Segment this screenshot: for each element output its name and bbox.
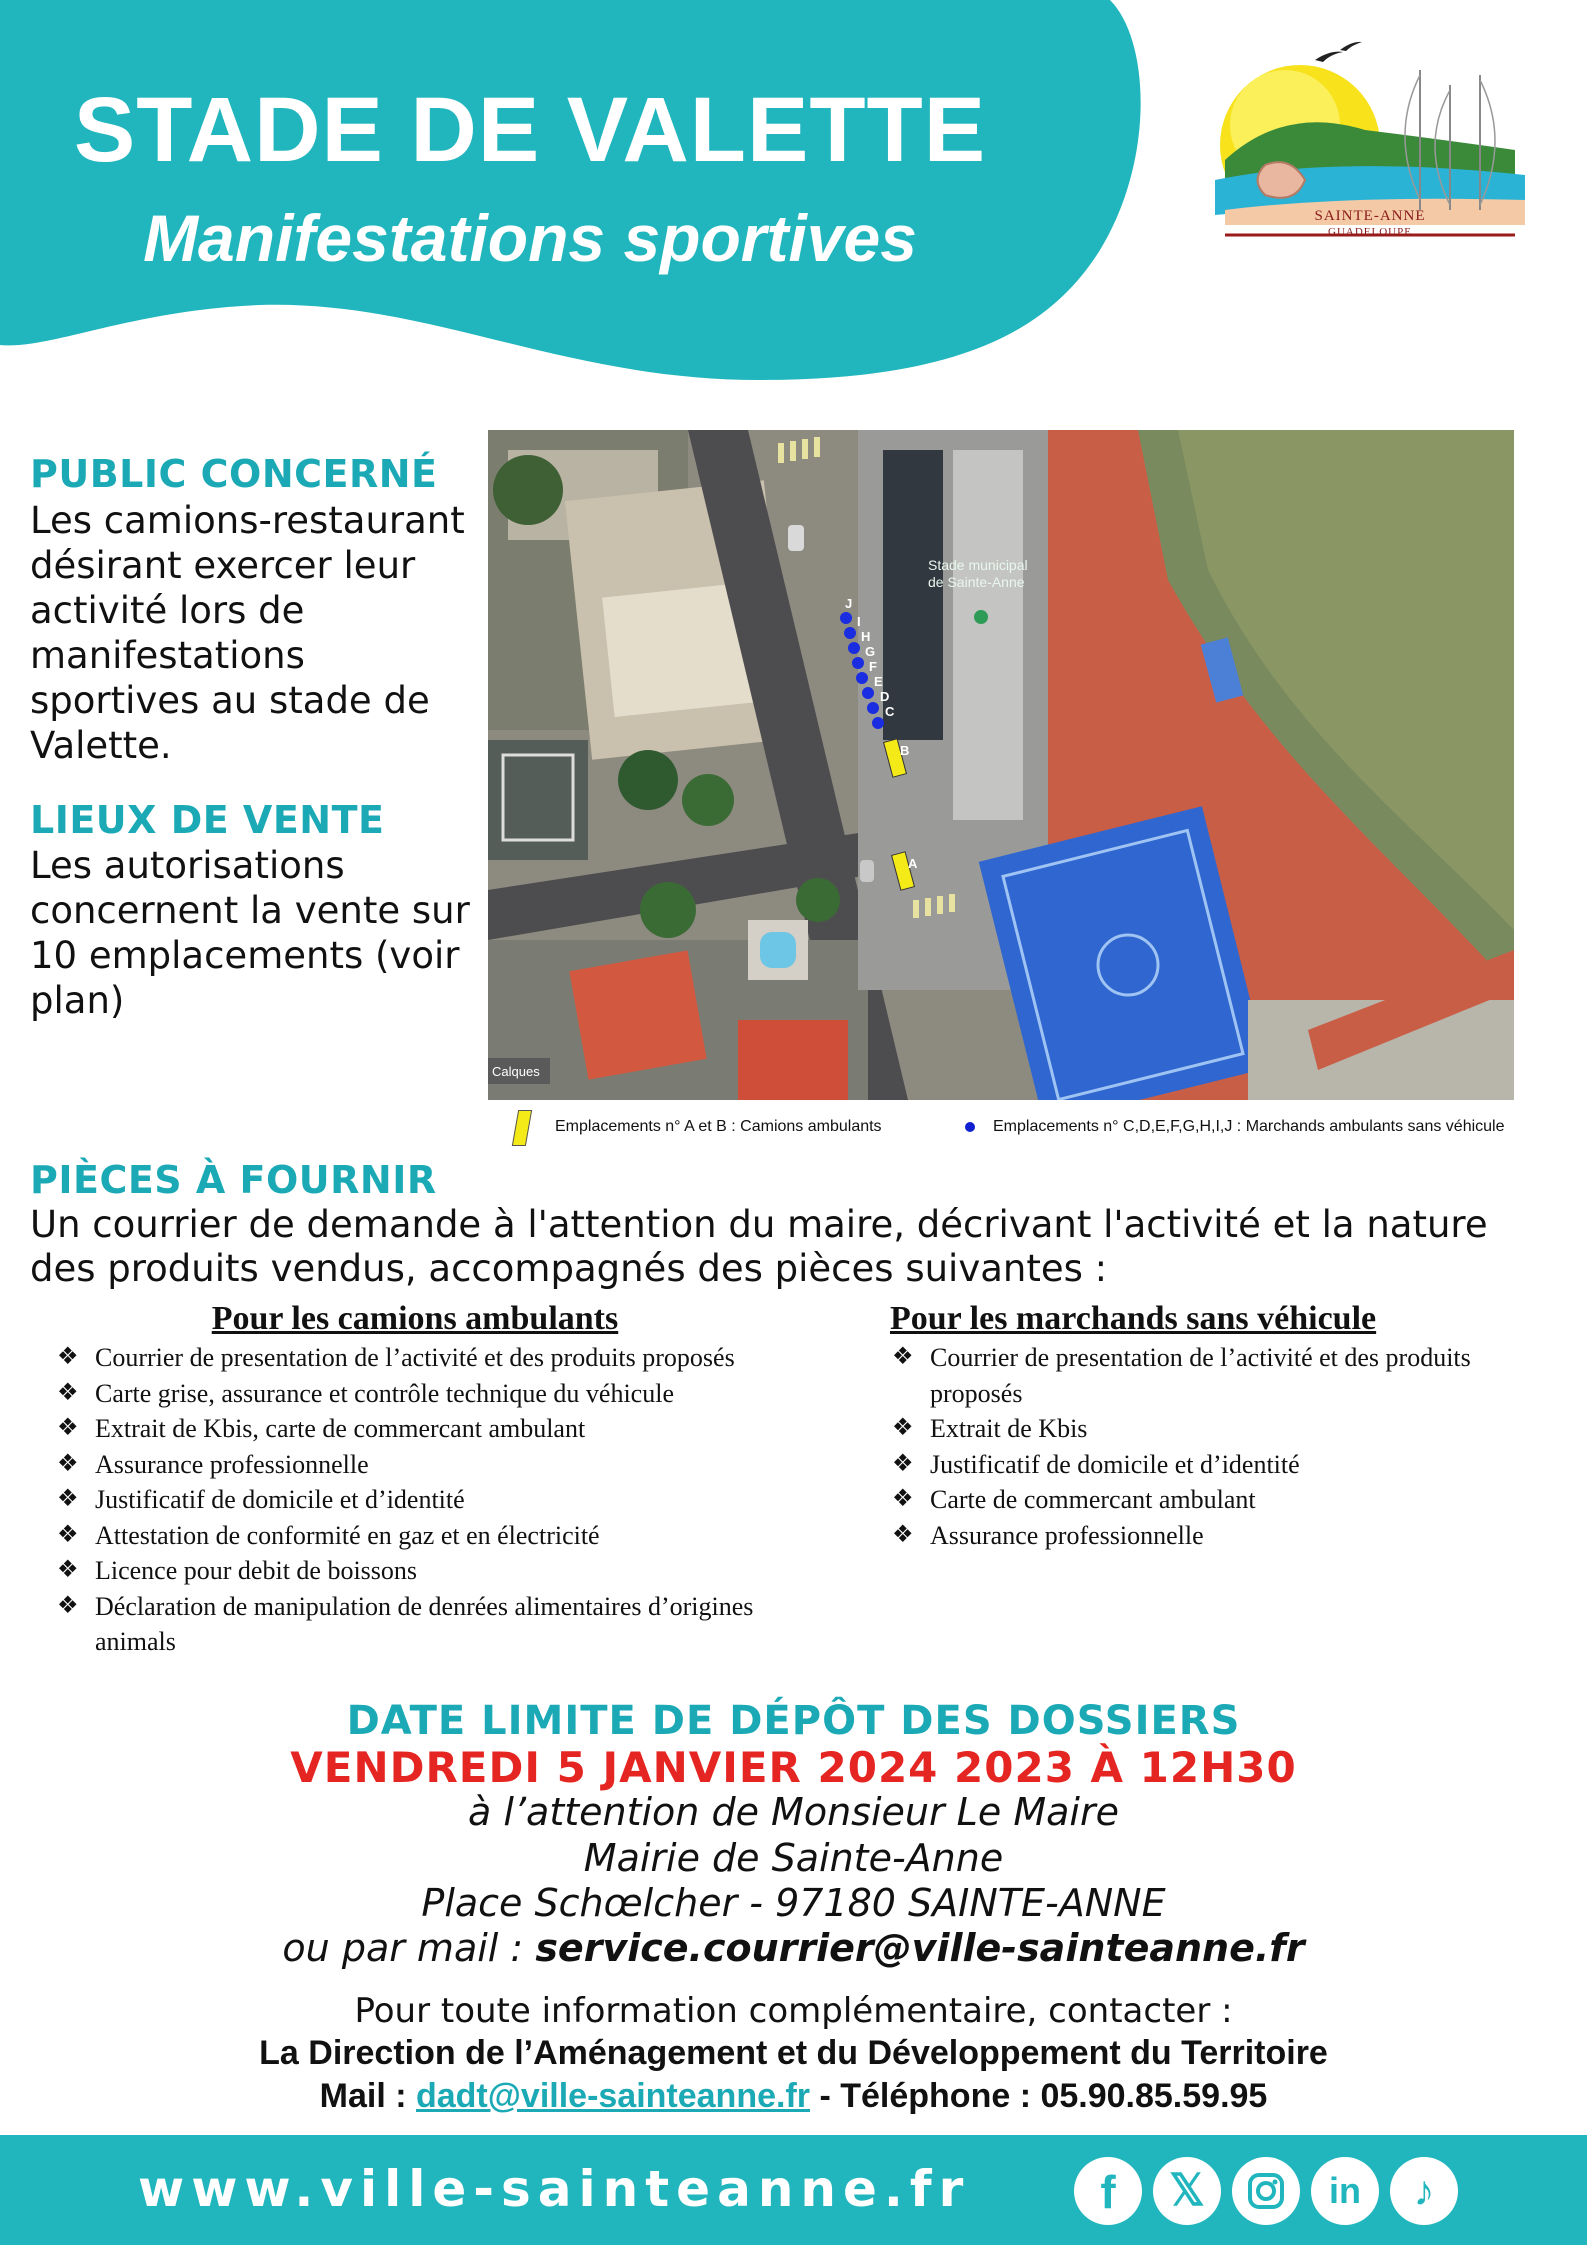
- site-map: [488, 430, 1514, 1100]
- map-legend: [515, 1110, 1565, 1150]
- map-layers-label: Calques: [492, 1064, 540, 1079]
- map-marker-b-label: B: [900, 743, 910, 758]
- legend-blue-dot: [965, 1122, 975, 1132]
- map-dot-label-e: E: [874, 674, 883, 689]
- map-dot-label-c: C: [885, 704, 895, 719]
- contact-phone: - Téléphone : 05.90.85.59.95: [810, 2077, 1268, 2115]
- map-dot-label-f: F: [869, 659, 877, 674]
- deadline-date: VENDREDI 5 JANVIER 2024 2023 À 12H30: [290, 1743, 1297, 1792]
- legend-a-text: Emplacements n° A et B : Camions ambulants: [555, 1118, 882, 1135]
- list-item: ❖ Justificatif de domicile et d’identité: [892, 1449, 1300, 1479]
- camions-title: Pour les camions ambulants: [211, 1300, 619, 1337]
- x-twitter-icon[interactable]: 𝕏: [1153, 2157, 1221, 2225]
- list-item: ❖ Assurance professionnelle: [892, 1520, 1204, 1550]
- address-line-2: Mairie de Sainte-Anne: [583, 1836, 1004, 1880]
- public-text: Les camions-restaurant désirant exercer leur activité lors de manifestations sportives au stade de Valette.: [30, 499, 465, 767]
- logo-subtext: GUADELOUPE: [1328, 226, 1412, 238]
- list-item: ❖ Extrait de Kbis, carte de commercant ambulant: [57, 1414, 586, 1443]
- address-mail-line: [0, 1926, 1587, 1970]
- list-item: ❖ Assurance professionnelle: [57, 1449, 369, 1479]
- linkedin-icon[interactable]: in: [1311, 2157, 1379, 2225]
- map-dot-label-j: J: [845, 596, 853, 611]
- instagram-icon[interactable]: [1232, 2157, 1300, 2225]
- marchands-title: Pour les marchands sans véhicule: [890, 1300, 1377, 1337]
- contact-mail-phone: [0, 2077, 1587, 2116]
- list-item: ❖ Carte de commercant ambulant: [892, 1485, 1256, 1514]
- page-title: STADE DE VALETTE: [73, 79, 987, 181]
- facebook-icon[interactable]: f: [1074, 2157, 1142, 2225]
- lieux-text: Les autorisations concernent la vente sur 10 emplacements (voir plan): [30, 844, 470, 1022]
- list-item: ❖ Extrait de Kbis: [892, 1414, 1088, 1443]
- list-item: ❖ Courrier de presentation de l’activité et des produits proposés: [57, 1343, 735, 1372]
- website-url[interactable]: www.ville-sainteanne.fr: [138, 2160, 971, 2218]
- camions-list: [55, 1300, 835, 1660]
- legend-c-text: Emplacements n° C,D,E,F,G,H,I,J : Marchands ambulants sans véhicule: [993, 1118, 1505, 1135]
- list-item: ❖ Déclaration de manipulation de denrées alimentaires d’origines animals: [57, 1591, 754, 1656]
- address-line-1: à l’attention de Monsieur Le Maire: [468, 1790, 1119, 1834]
- map-stadium-label-1: Stade municipal: [928, 557, 1028, 573]
- lieux-heading: LIEUX DE VENTE: [30, 798, 385, 842]
- mail-prefix: ou par mail :: [282, 1926, 536, 1970]
- logo-text: SAINTE-ANNE: [1314, 208, 1426, 224]
- public-heading: PUBLIC CONCERNÉ: [30, 452, 438, 496]
- contact-direction: La Direction de l’Aménagement et du Développement du Territoire: [259, 2034, 1328, 2072]
- pieces-text: Un courrier de demande à l'attention du maire, décrivant l'activité et la nature des produits vendus, accompagnés des pièces suivantes :: [30, 1203, 1488, 1290]
- map-stadium-label-2: de Sainte-Anne: [928, 574, 1025, 590]
- tiktok-icon[interactable]: ♪: [1390, 2157, 1458, 2225]
- map-dot-label-i: I: [857, 614, 861, 629]
- address-line-3: Place Schœlcher - 97180 SAINTE-ANNE: [421, 1881, 1166, 1925]
- list-item: ❖ Licence pour debit de boissons: [57, 1556, 418, 1585]
- marchands-list: [890, 1300, 1540, 1553]
- list-item: ❖ Attestation de conformité en gaz et en électricité: [57, 1520, 600, 1550]
- page-subtitle: Manifestations sportives: [143, 201, 917, 275]
- legend-yellow-marker: [512, 1110, 532, 1146]
- deadline-title: DATE LIMITE DE DÉPÔT DES DOSSIERS: [346, 1698, 1241, 1744]
- list-item: ❖ Justificatif de domicile et d’identité: [57, 1485, 465, 1514]
- dadt-email-link[interactable]: dadt@ville-sainteanne.fr: [415, 2077, 811, 2115]
- map-marker-a-label: A: [908, 856, 918, 871]
- courrier-email[interactable]: service.courrier@ville-sainteanne.fr: [535, 1926, 1305, 1970]
- pieces-heading: PIÈCES À FOURNIR: [30, 1158, 437, 1202]
- list-item: ❖ Carte grise, assurance et contrôle technique du véhicule: [57, 1378, 674, 1408]
- map-dot-label-d: D: [880, 689, 890, 704]
- map-dot-label-h: H: [861, 629, 871, 644]
- contact-intro: Pour toute information complémentaire, contacter :: [354, 1991, 1233, 2031]
- map-dot-label-g: G: [865, 644, 876, 659]
- list-item: ❖ Courrier de presentation de l’activité et des produits proposés: [892, 1343, 1471, 1408]
- contact-mail-label: Mail :: [319, 2077, 416, 2115]
